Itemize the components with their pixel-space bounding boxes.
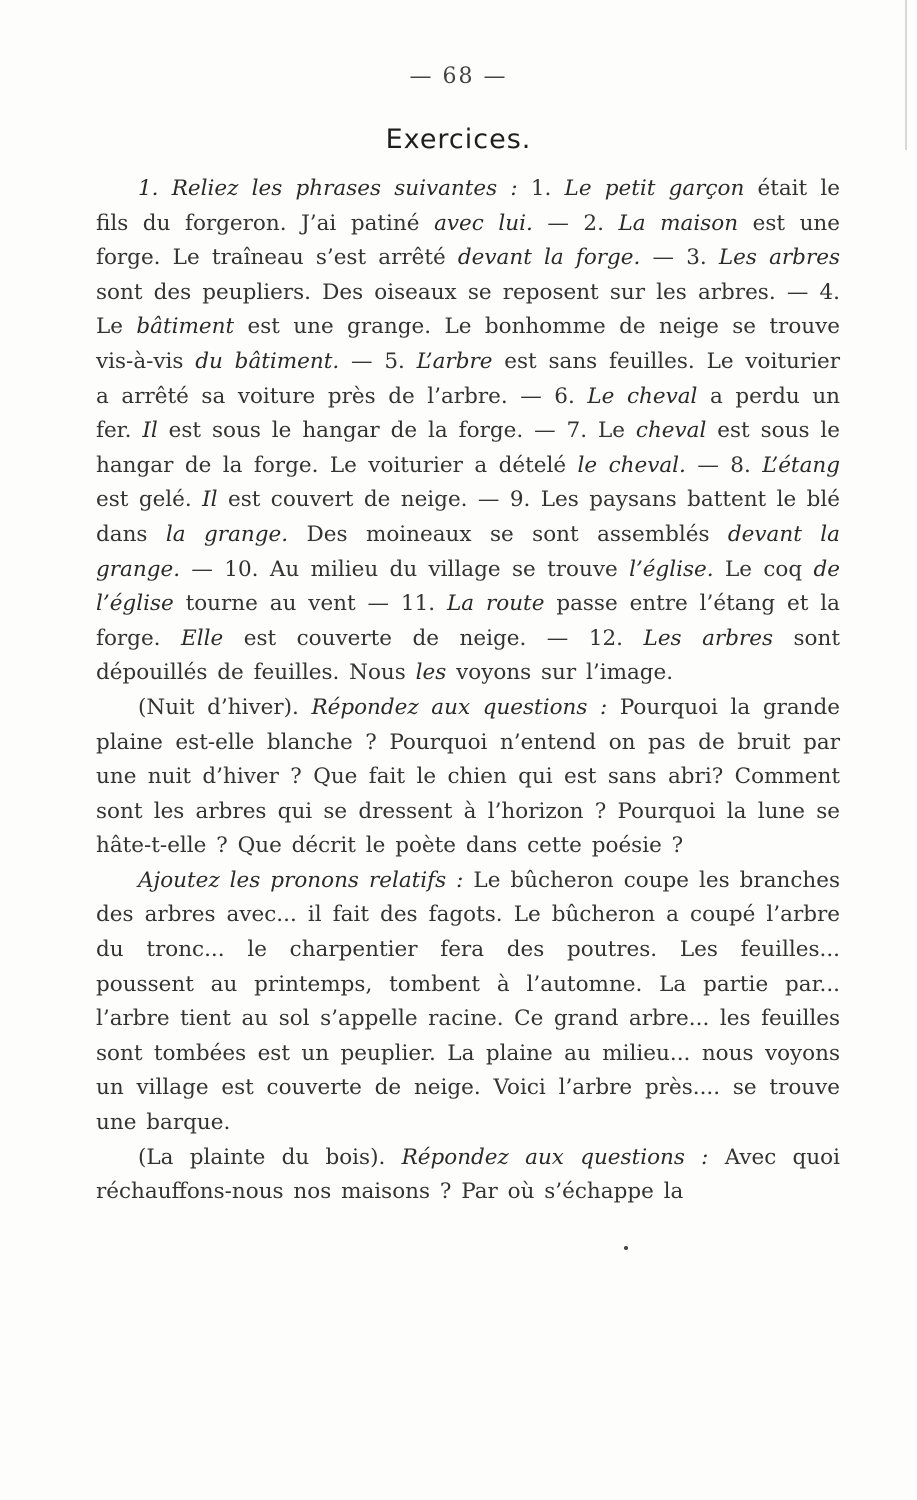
- text-run: est sous le hangar de la forge. Le voiturier a dételé: [96, 418, 841, 478]
- page-title: Exercices.: [385, 124, 532, 155]
- text-run: (Nuit d’hiver).: [138, 694, 312, 720]
- text-run: tourne au vent — 11.: [173, 591, 448, 617]
- text-run: était le fils du forgeron. J’ai patiné: [96, 176, 841, 236]
- italic-run: de l’église: [96, 556, 840, 617]
- italic-run: Répondez aux questions :: [401, 1144, 709, 1170]
- italic-run: devant la forge.: [457, 245, 641, 271]
- text-run: voyons sur l’image.: [446, 660, 674, 686]
- exercise-paragraph-3: [96, 864, 840, 1141]
- italic-run: la grange.: [165, 521, 289, 547]
- text-run: — 3.: [640, 245, 719, 271]
- italic-run: L’arbre: [416, 348, 493, 374]
- italic-run: Elle: [181, 625, 224, 651]
- text-run: Pourquoi la grande plaine est-elle blanche ? Pourquoi n’entend on pas de bruit par une nuit d’hiver ? Que fait le chien qui est sans abri? Comment sont les arbres qui se dressent à l’horizon ? Pourquoi la lune se hâte-t-elle ? Que décrit le poète dans cette poésie ?: [96, 694, 841, 859]
- text-run: est couvert de neige. — 9. Les paysans battent le blé dans: [96, 487, 840, 547]
- exercise-paragraph-1: [96, 172, 840, 691]
- text-run: est gelé.: [96, 487, 203, 513]
- exercise-instruction: Reliez les phrases suivantes :: [171, 176, 518, 201]
- text-run: a perdu un fer.: [96, 383, 841, 444]
- text-run: passe entre l’étang et la forge.: [96, 591, 840, 651]
- text-run: est sans feuilles. Le voiturier a arrêté sa voiture près de l’arbre. — 6.: [96, 348, 840, 409]
- print-speck: [624, 1246, 628, 1250]
- text-run: Le coq: [713, 556, 814, 582]
- text-run: sont des peupliers. Des oiseaux se reposent sur les arbres. — 4. Le: [96, 279, 840, 340]
- text-run: Le bûcheron coupe les branches des arbres avec... il fait des fagots. Le bûcheron a coupé l’arbre du tronc... le charpentier fera des poutres. Les feuilles... poussent au printemps, tombent à l’automne. La partie par... l’arbre tient au sol s’appelle racine. Ce grand arbre... les feuilles sont tombées est un peuplier. La plaine au milieu... nous voyons un village est couverte de neige. Voici l’arbre près.... se trouve une barque.: [96, 867, 841, 1136]
- italic-run: le cheval.: [577, 452, 686, 478]
- text-run: — 8.: [685, 452, 763, 478]
- text-run: Avec quoi réchauffons-nous nos maisons ? Par où s’échappe la: [96, 1144, 840, 1205]
- italic-run: Le cheval: [587, 383, 698, 409]
- text-run: est une forge. Le traîneau s’est arrêté: [96, 210, 840, 271]
- exercise-paragraph-4: [96, 1141, 840, 1210]
- exercise-paragraph-2: [96, 691, 840, 864]
- text-run: est sous le hangar de la forge. — 7. Le: [157, 418, 636, 444]
- text-run: — 2.: [532, 210, 619, 236]
- text-run: (La plainte du bois).: [138, 1144, 402, 1170]
- italic-run: du bâtiment.: [195, 348, 340, 374]
- exercise-text: [96, 172, 840, 1210]
- italic-run: cheval: [635, 418, 707, 444]
- italic-run: Les arbres: [718, 245, 840, 271]
- text-run: Des moineaux se sont assemblés: [288, 521, 728, 547]
- page-number: — 68 —: [409, 64, 508, 89]
- italic-run: La route: [447, 591, 545, 617]
- italic-run: Ajoutez les pronons relatifs :: [138, 867, 464, 893]
- italic-run: Répondez aux questions :: [311, 694, 608, 720]
- text-run: est une grange. Le bonhomme de neige se trouve vis-à-vis: [96, 314, 840, 374]
- italic-run: l’église.: [629, 556, 714, 582]
- italic-run: La maison: [618, 210, 739, 236]
- italic-run: avec lui.: [434, 210, 533, 236]
- italic-run: Il: [142, 418, 158, 444]
- exercise-number: 1.: [138, 176, 159, 201]
- italic-run: les: [415, 660, 447, 686]
- italic-run: Le petit garçon: [564, 176, 745, 201]
- text-run: sont dépouillés de feuilles. Nous: [96, 625, 840, 686]
- text-run: est couverte de neige. — 12.: [223, 625, 644, 651]
- italic-run: Il: [202, 487, 218, 513]
- italic-run: devant la grange.: [96, 521, 840, 582]
- italic-run: Les arbres: [643, 625, 773, 651]
- text-run: — 10. Au milieu du village se trouve: [180, 556, 630, 582]
- text-run: 1.: [517, 176, 565, 201]
- italic-run: bâtiment: [136, 314, 235, 340]
- text-run: — 5.: [339, 348, 417, 374]
- italic-run: L’étang: [762, 452, 840, 478]
